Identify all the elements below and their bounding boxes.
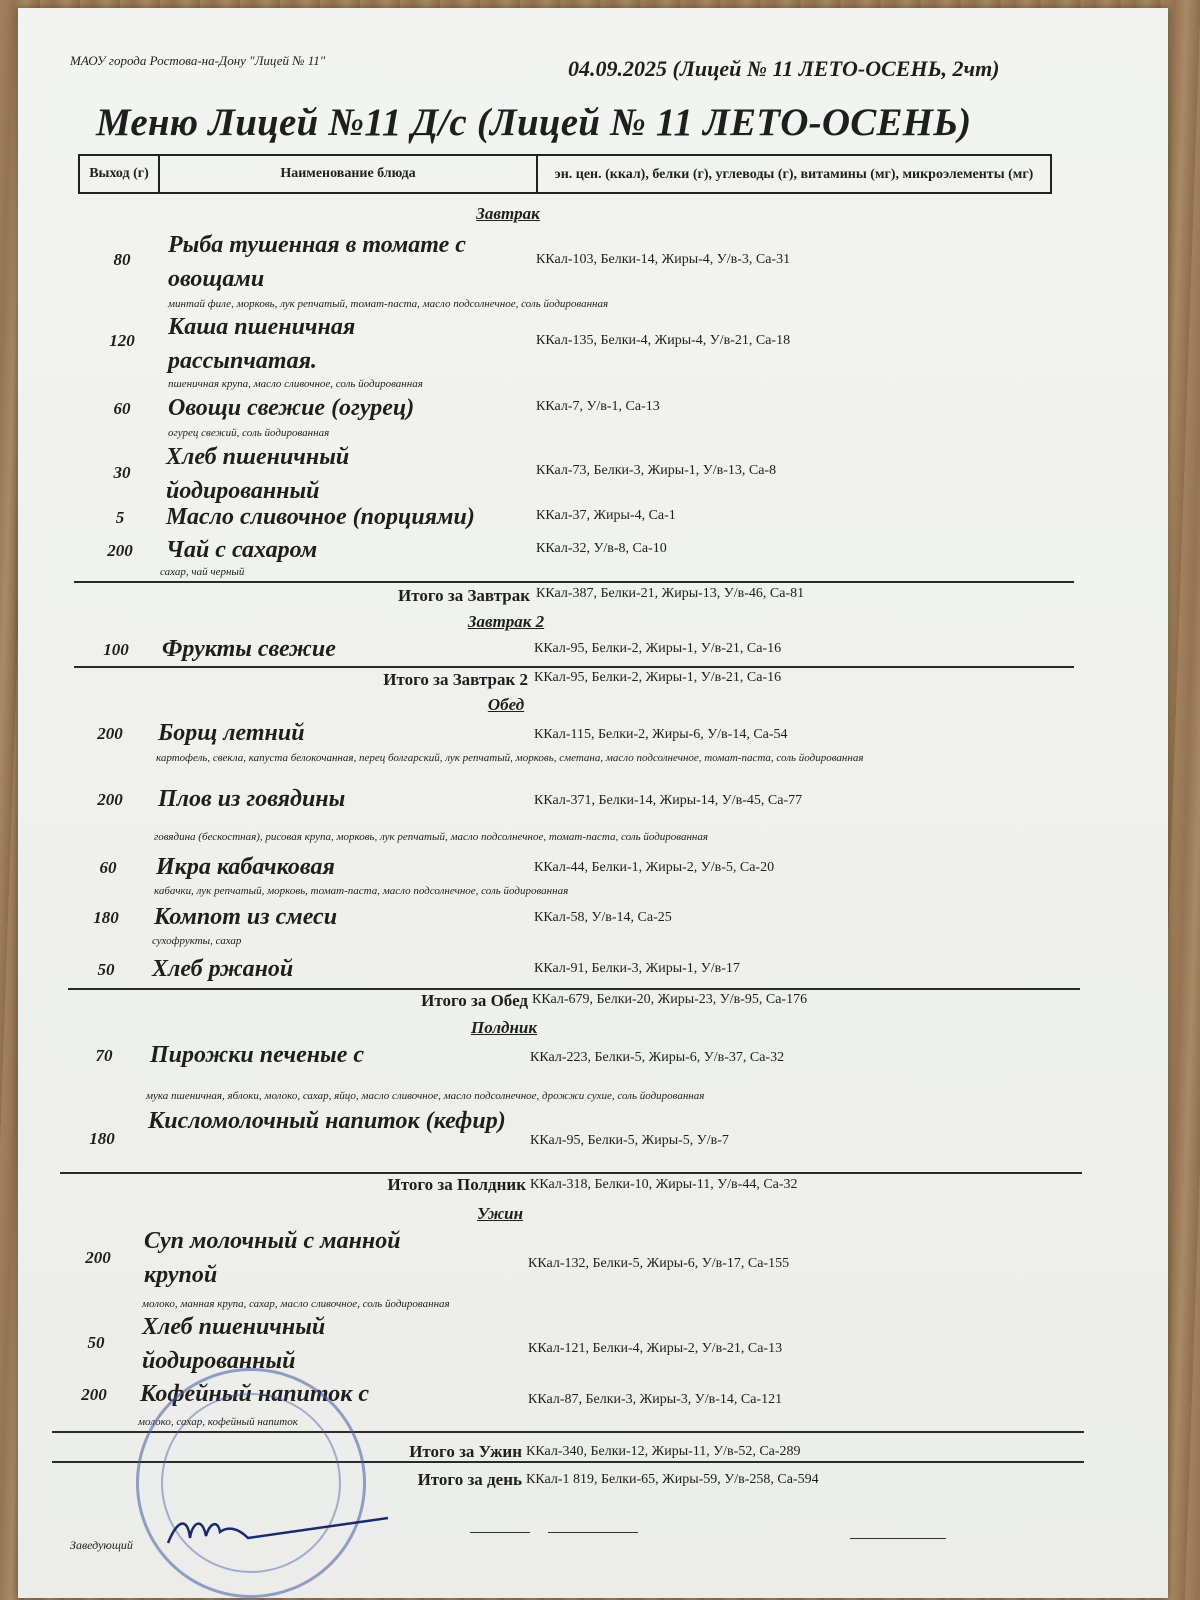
dish-name: Кофейный напиток с [140,1381,370,1407]
dish-nutrition: ККал-103, Белки-14, Жиры-4, У/в-3, Ca-31 [536,252,791,267]
dish-name: Суп молочный с манной крупой [144,1228,401,1288]
dish-quantity: 200 [97,724,123,743]
divider [68,988,1080,990]
total-nutrition: ККал-318, Белки-10, Жиры-11, У/в-44, Ca-32 [530,1177,798,1192]
organization-name: МАОУ города Ростова-на-Дону "Лицей № 11" [70,53,326,68]
dish-ingredients: пшеничная крупа, масло сливочное, соль йодированная [168,378,423,390]
section-title-lunch: Обед [487,695,525,714]
divider [74,581,1074,583]
dish-quantity: 200 [85,1248,111,1267]
dish-nutrition: ККал-371, Белки-14, Жиры-14, У/в-45, Ca-77 [534,793,803,808]
dish-ingredients: говядина (бескостная), рисовая крупа, морковь, лук репчатый, масло подсолнечное, томат-паста, соль йодированная [154,831,709,843]
dish-quantity: 80 [113,250,131,269]
dish-quantity: 30 [113,463,131,482]
total-label: Итого за Завтрак [397,586,530,605]
dish-name: Рыба тушенная в томате с овощами [168,232,466,292]
signature [158,1498,398,1568]
total-label: Итого за Ужин [409,1442,522,1461]
dish-nutrition: ККал-32, У/в-8, Ca-10 [536,541,667,556]
dish-quantity: 200 [97,790,123,809]
dish-ingredients: сухофрукты, сахар [152,935,242,947]
total-nutrition: ККал-679, Белки-20, Жиры-23, У/в-95, Ca-176 [532,992,808,1007]
menu-date: 04.09.2025 (Лицей № 11 ЛЕТО-ОСЕНЬ, 2чт) [568,56,1000,81]
day-total-label: Итого за день [417,1470,522,1489]
signature-line [470,1532,530,1533]
dish-name: Хлеб ржаной [152,956,294,982]
dish-quantity: 200 [107,541,133,560]
dish-name: Борщ летний [158,720,305,746]
total-label: Итого за Завтрак 2 [383,670,528,689]
page-title: Меню Лицей №11 Д/с (Лицей № 11 ЛЕТО-ОСЕНЬ) [96,101,972,144]
dish-name: Хлеб пшеничный йодированный [166,444,350,504]
dish-nutrition: ККал-7, У/в-1, Ca-13 [536,399,660,414]
dish-nutrition: ККал-95, Белки-5, Жиры-5, У/в-7 [530,1133,729,1148]
section-title-snack: Полдник [471,1018,537,1037]
dish-nutrition: ККал-121, Белки-4, Жиры-2, У/в-21, Ca-13 [528,1341,783,1356]
divider [74,666,1074,668]
column-header-output: Выход (г) [80,156,160,192]
dish-name: Плов из говядины [158,786,346,812]
total-label: Итого за Обед [421,991,528,1010]
dish-name: Пирожки печеные с [150,1042,364,1068]
dish-name: Кисломолочный напиток (кефир) [148,1108,506,1134]
dish-quantity: 180 [89,1129,115,1148]
dish-nutrition: ККал-58, У/в-14, Ca-25 [534,910,672,925]
dish-nutrition: ККал-223, Белки-5, Жиры-6, У/в-37, Ca-32 [530,1050,785,1065]
signature-line [548,1532,638,1533]
dish-nutrition: ККал-135, Белки-4, Жиры-4, У/в-21, Ca-18 [536,333,791,348]
signature-line [850,1538,946,1539]
dish-quantity: 60 [113,399,131,418]
divider [60,1172,1082,1174]
dish-nutrition: ККал-95, Белки-2, Жиры-1, У/в-21, Ca-16 [534,641,782,656]
dish-name: Овощи свежие (огурец) [168,395,415,421]
dish-nutrition: ККал-91, Белки-3, Жиры-1, У/в-17 [534,961,740,976]
dish-nutrition: ККал-87, Белки-3, Жиры-3, У/в-14, Ca-121 [528,1392,783,1407]
dish-nutrition: ККал-73, Белки-3, Жиры-1, У/в-13, Ca-8 [536,463,777,478]
dish-name: Чай с сахаром [166,537,318,563]
total-nutrition: ККал-95, Белки-2, Жиры-1, У/в-21, Ca-16 [534,670,782,685]
menu-sheet [18,8,1168,1598]
dish-quantity: 100 [103,640,129,659]
dish-ingredients: кабачки, лук репчатый, морковь, томат-паста, масло подсолнечное, соль йодированная [154,885,569,897]
dish-name: Хлеб пшеничный йодированный [142,1314,326,1374]
dish-nutrition: ККал-115, Белки-2, Жиры-6, У/в-14, Ca-54 [534,727,788,742]
dish-name: Компот из смеси [154,904,338,930]
dish-quantity: 50 [87,1333,105,1352]
dish-quantity: 60 [99,858,117,877]
dish-quantity: 5 [115,508,125,527]
total-label: Итого за Полдник [387,1175,526,1194]
dish-quantity: 70 [95,1046,113,1065]
section-title-breakfast: Завтрак [476,204,540,223]
dish-ingredients: молоко, сахар, кофейный напиток [138,1416,298,1428]
section-title-dinner: Ужин [476,1204,524,1223]
dish-name: Икра кабачковая [156,854,335,880]
day-total-nutrition: ККал-1 819, Белки-65, Жиры-59, У/в-258, Ca-594 [526,1472,819,1487]
table-header [78,154,1052,194]
dish-quantity: 50 [97,960,115,979]
total-nutrition: ККал-387, Белки-21, Жиры-13, У/в-46, Ca-81 [536,586,805,601]
dish-nutrition: ККал-132, Белки-5, Жиры-6, У/в-17, Ca-155 [528,1256,790,1271]
section-title-breakfast-2: Завтрак 2 [467,612,545,631]
dish-name: Фрукты свежие [162,636,336,662]
total-nutrition: ККал-340, Белки-12, Жиры-11, У/в-52, Ca-289 [526,1444,801,1459]
dish-ingredients: мука пшеничная, яблоки, молоко, сахар, яйцо, масло сливочное, масло подсолнечное, дрожжи сухие, соль йодированная [146,1090,705,1102]
dish-ingredients: минтай филе, морковь, лук репчатый, томат-паста, масло подсолнечное, соль йодированная [168,298,609,310]
dish-nutrition: ККал-44, Белки-1, Жиры-2, У/в-5, Ca-20 [534,860,775,875]
dish-ingredients: молоко, манная крупа, сахар, масло сливочное, соль йодированная [142,1298,450,1310]
dish-ingredients: сахар, чай черный [160,566,245,578]
dish-quantity: 180 [93,908,119,927]
dish-quantity: 200 [81,1385,107,1404]
column-header-nutrition: эн. цен. (ккал), белки (г), углеводы (г), витамины (мг), микроэлементы (мг) [554,166,1034,182]
dish-name: Каша пшеничная рассыпчатая. [168,314,356,374]
dish-name: Масло сливочное (порциями) [166,504,475,530]
dish-quantity: 120 [109,331,135,350]
dish-nutrition: ККал-37, Жиры-4, Ca-1 [536,508,676,523]
column-header-dish: Наименование блюда [160,156,538,192]
signature-label: Заведующий [70,1538,133,1552]
dish-ingredients: картофель, свекла, капуста белокочанная, перец болгарский, лук репчатый, морковь, сметана, масло подсолнечное, томат-паста, соль йодированная [156,752,864,764]
dish-ingredients: огурец свежий, соль йодированная [168,427,330,439]
